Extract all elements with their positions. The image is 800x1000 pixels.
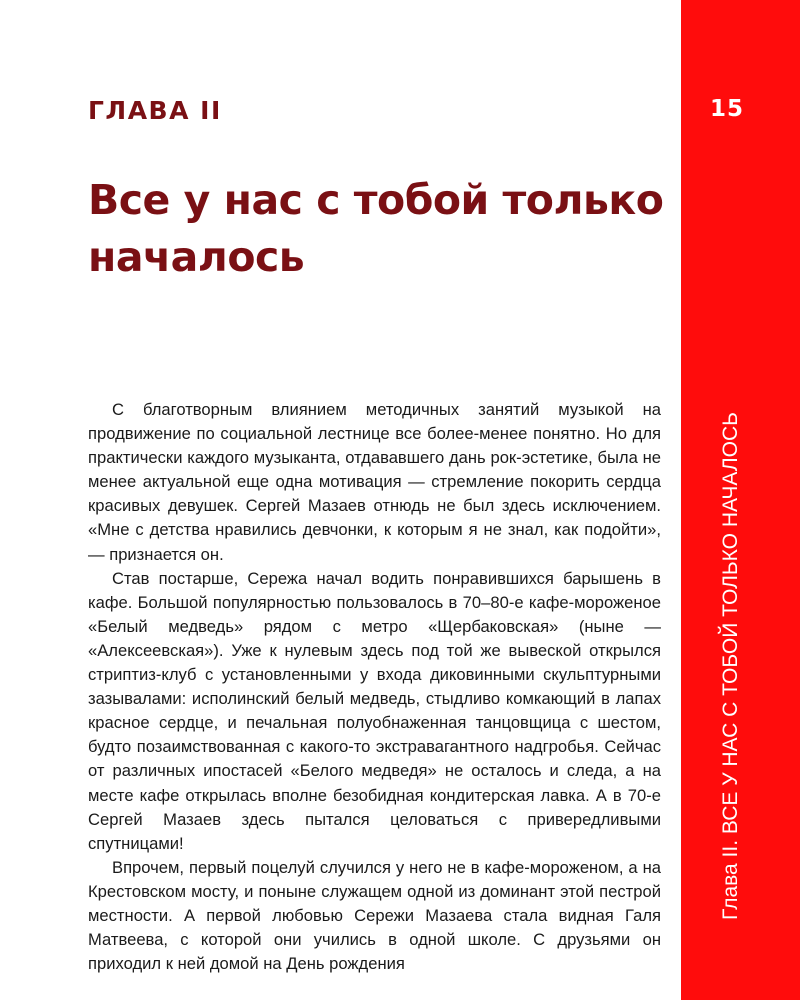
page-number: 15 <box>709 96 744 122</box>
chapter-title: Все у нас с тобой только началось <box>88 176 664 281</box>
chapter-label: ГЛАВА II <box>88 96 222 125</box>
body-text <box>88 398 661 976</box>
paragraph: Впрочем, первый поцелуй случился у него не в кафе-мороженом, а на Крестовском мосту, и поныне служащем одной из доминант этой пестрой местности. А первой любовью Сережи Мазаева стала видная Галя Матвеева, с которой они учились в одной школе. С друзьями он приходил к ней домой на День рождения <box>88 857 661 974</box>
paragraph: Став постарше, Сережа начал водить понравившихся барышень в кафе. Большой популярностью пользовалось в 70–80-е кафе-мороженое «Белый медведь» рядом с метро «Щербаковская» (ныне — «Алексеевская»). Уже к нулевым здесь под той же вывеской открылся стриптиз-клуб с установленными у входа диковинными скульптурными зазывалами: исполинский белый медведь, стыдливо комкающий в лапах красное сердце, и печальная полуобнаженная танцовщица с шестом, будто позаимствованная с какого-то экстравагантного надгробья. Сейчас от различных ипостасей «Белого медведя» не осталось и следа, а на месте кафе открылась вполне безобидная кондитерская лавка. А в 70-е Сергей Мазаев здесь пытался целоваться с привередливыми спутницами! <box>88 568 661 853</box>
paragraph: С благотворным влиянием методичных занятий музыкой на продвижение по социальной лестнице все более-менее понятно. Но для практически каждого музыканта, отдававшего дань рок-эстетике, была не менее актуальной еще одна мотивация — стремление покорить сердца красивых девушек. Сергей Мазаев отнюдь не был здесь исключением. «Мне с детства нравились девчонки, к которым я не знал, как подойти», — признается он. <box>88 400 661 564</box>
running-head: Глава II. ВСЕ У НАС С ТОБОЙ ТОЛЬКО НАЧАЛОСЬ <box>719 412 742 920</box>
running-head-container <box>711 410 751 920</box>
